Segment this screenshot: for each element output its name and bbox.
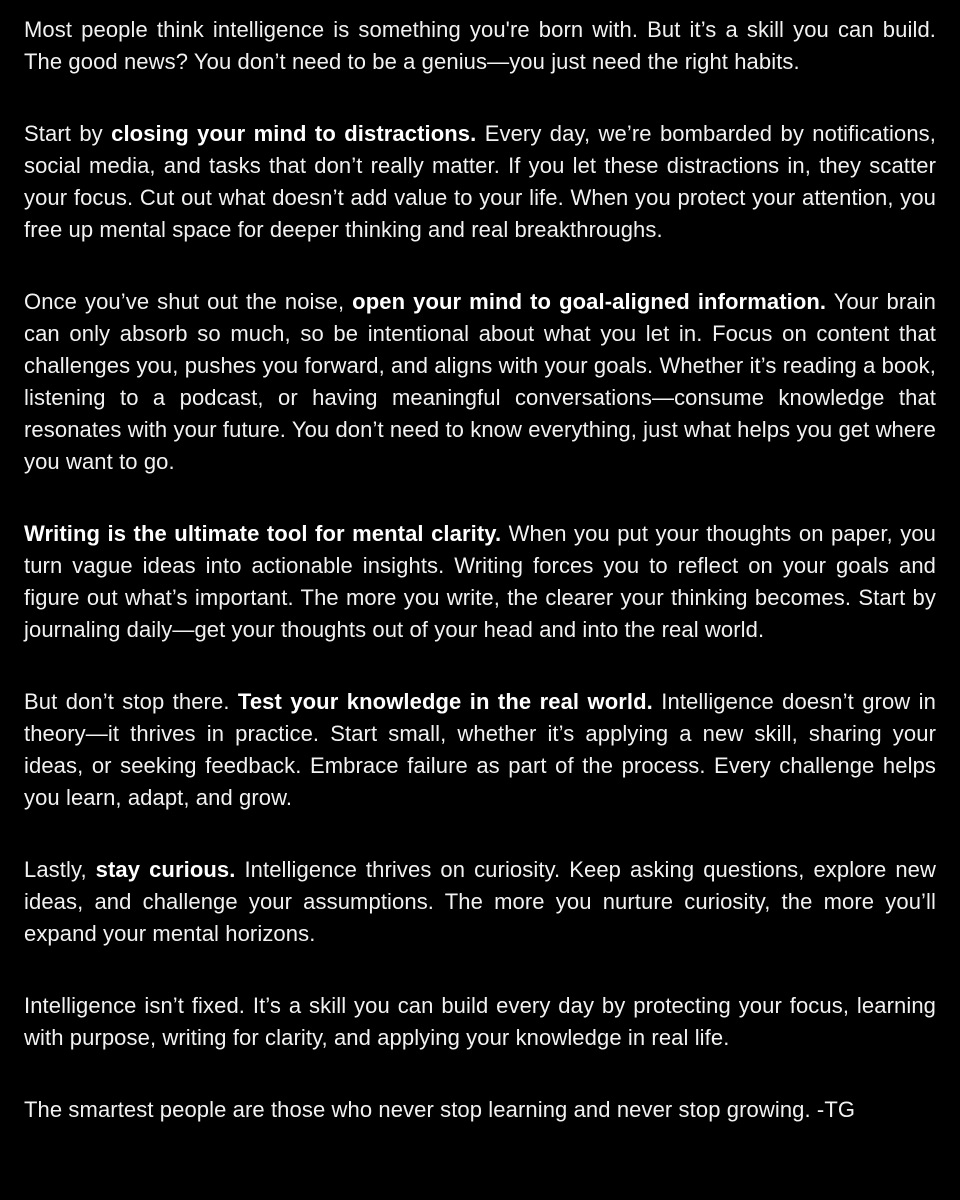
- paragraph-bold-heading: Test your knowledge in the real world.: [237, 689, 653, 714]
- paragraph-closing-quote: [24, 1094, 936, 1126]
- paragraph-spacer: [24, 646, 936, 686]
- paragraph-spacer: [24, 950, 936, 990]
- paragraph-spacer: [24, 478, 936, 518]
- paragraph-distractions: [24, 118, 936, 246]
- paragraph-spacer: [24, 1054, 936, 1094]
- paragraph-bold-heading: Writing is the ultimate tool for mental clarity.: [24, 521, 502, 546]
- paragraph-text: The smartest people are those who never stop learning and never stop growing. -TG: [24, 1097, 856, 1122]
- paragraph-spacer: [24, 78, 936, 118]
- paragraph-conclusion: [24, 990, 936, 1054]
- paragraph-test-knowledge: [24, 686, 936, 814]
- paragraph-text: Every day, we’re bombarded by notifications, social media, and tasks that don’t really matter. If you let these distractions in, they scatter your focus. Cut out what doesn’t add value to your life. When you protect your attention, you free up mental space for deeper thinking and real breakthroughs.: [24, 121, 936, 242]
- paragraph-text: When you put your thoughts on paper, you turn vague ideas into actionable insights. Writing forces you to reflect on your goals and figure out what’s important. The more you write, the clearer your thinking becomes. Start by journaling daily—get your thoughts out of your head and into the real world.: [24, 521, 936, 642]
- paragraph-text: Lastly,: [24, 857, 96, 882]
- paragraph-text: Start by: [24, 121, 112, 146]
- paragraph-text: Once you’ve shut out the noise,: [24, 289, 353, 314]
- paragraph-bold-heading: closing your mind to distractions.: [111, 121, 477, 146]
- paragraph-text: Intelligence isn’t fixed. It’s a skill you can build every day by protecting your focus, learning with purpose, writing for clarity, and applying your knowledge in real life.: [24, 993, 936, 1050]
- paragraph-text: Intelligence thrives on curiosity. Keep asking questions, explore new ideas, and challenge your assumptions. The more you nurture curiosity, the more you’ll expand your mental horizons.: [24, 857, 936, 946]
- paragraph-text: But don’t stop there.: [24, 689, 238, 714]
- paragraph-goal-aligned: [24, 286, 936, 478]
- paragraph-writing: [24, 518, 936, 646]
- paragraph-bold-heading: open your mind to goal-aligned information.: [352, 289, 827, 314]
- paragraph-stay-curious: [24, 854, 936, 950]
- paragraph-bold-heading: stay curious.: [95, 857, 236, 882]
- paragraph-text: Your brain can only absorb so much, so be intentional about what you let in. Focus on content that challenges you, pushes you forward, and aligns with your goals. Whether it’s reading a book, listening to a podcast, or having meaningful conversations—consume knowledge that resonates with your future. You don’t need to know everything, just what helps you get where you want to go.: [24, 289, 936, 474]
- paragraph-spacer: [24, 814, 936, 854]
- paragraph-spacer: [24, 246, 936, 286]
- paragraph-text: Intelligence doesn’t grow in theory—it thrives in practice. Start small, whether it’s applying a new skill, sharing your ideas, or seeking feedback. Embrace failure as part of the process. Every challenge helps you learn, adapt, and grow.: [24, 689, 936, 810]
- paragraph-text: Most people think intelligence is something you're born with. But it’s a skill you can build. The good news? You don’t need to be a genius—you just need the right habits.: [24, 17, 936, 74]
- paragraph-intro: [24, 14, 936, 78]
